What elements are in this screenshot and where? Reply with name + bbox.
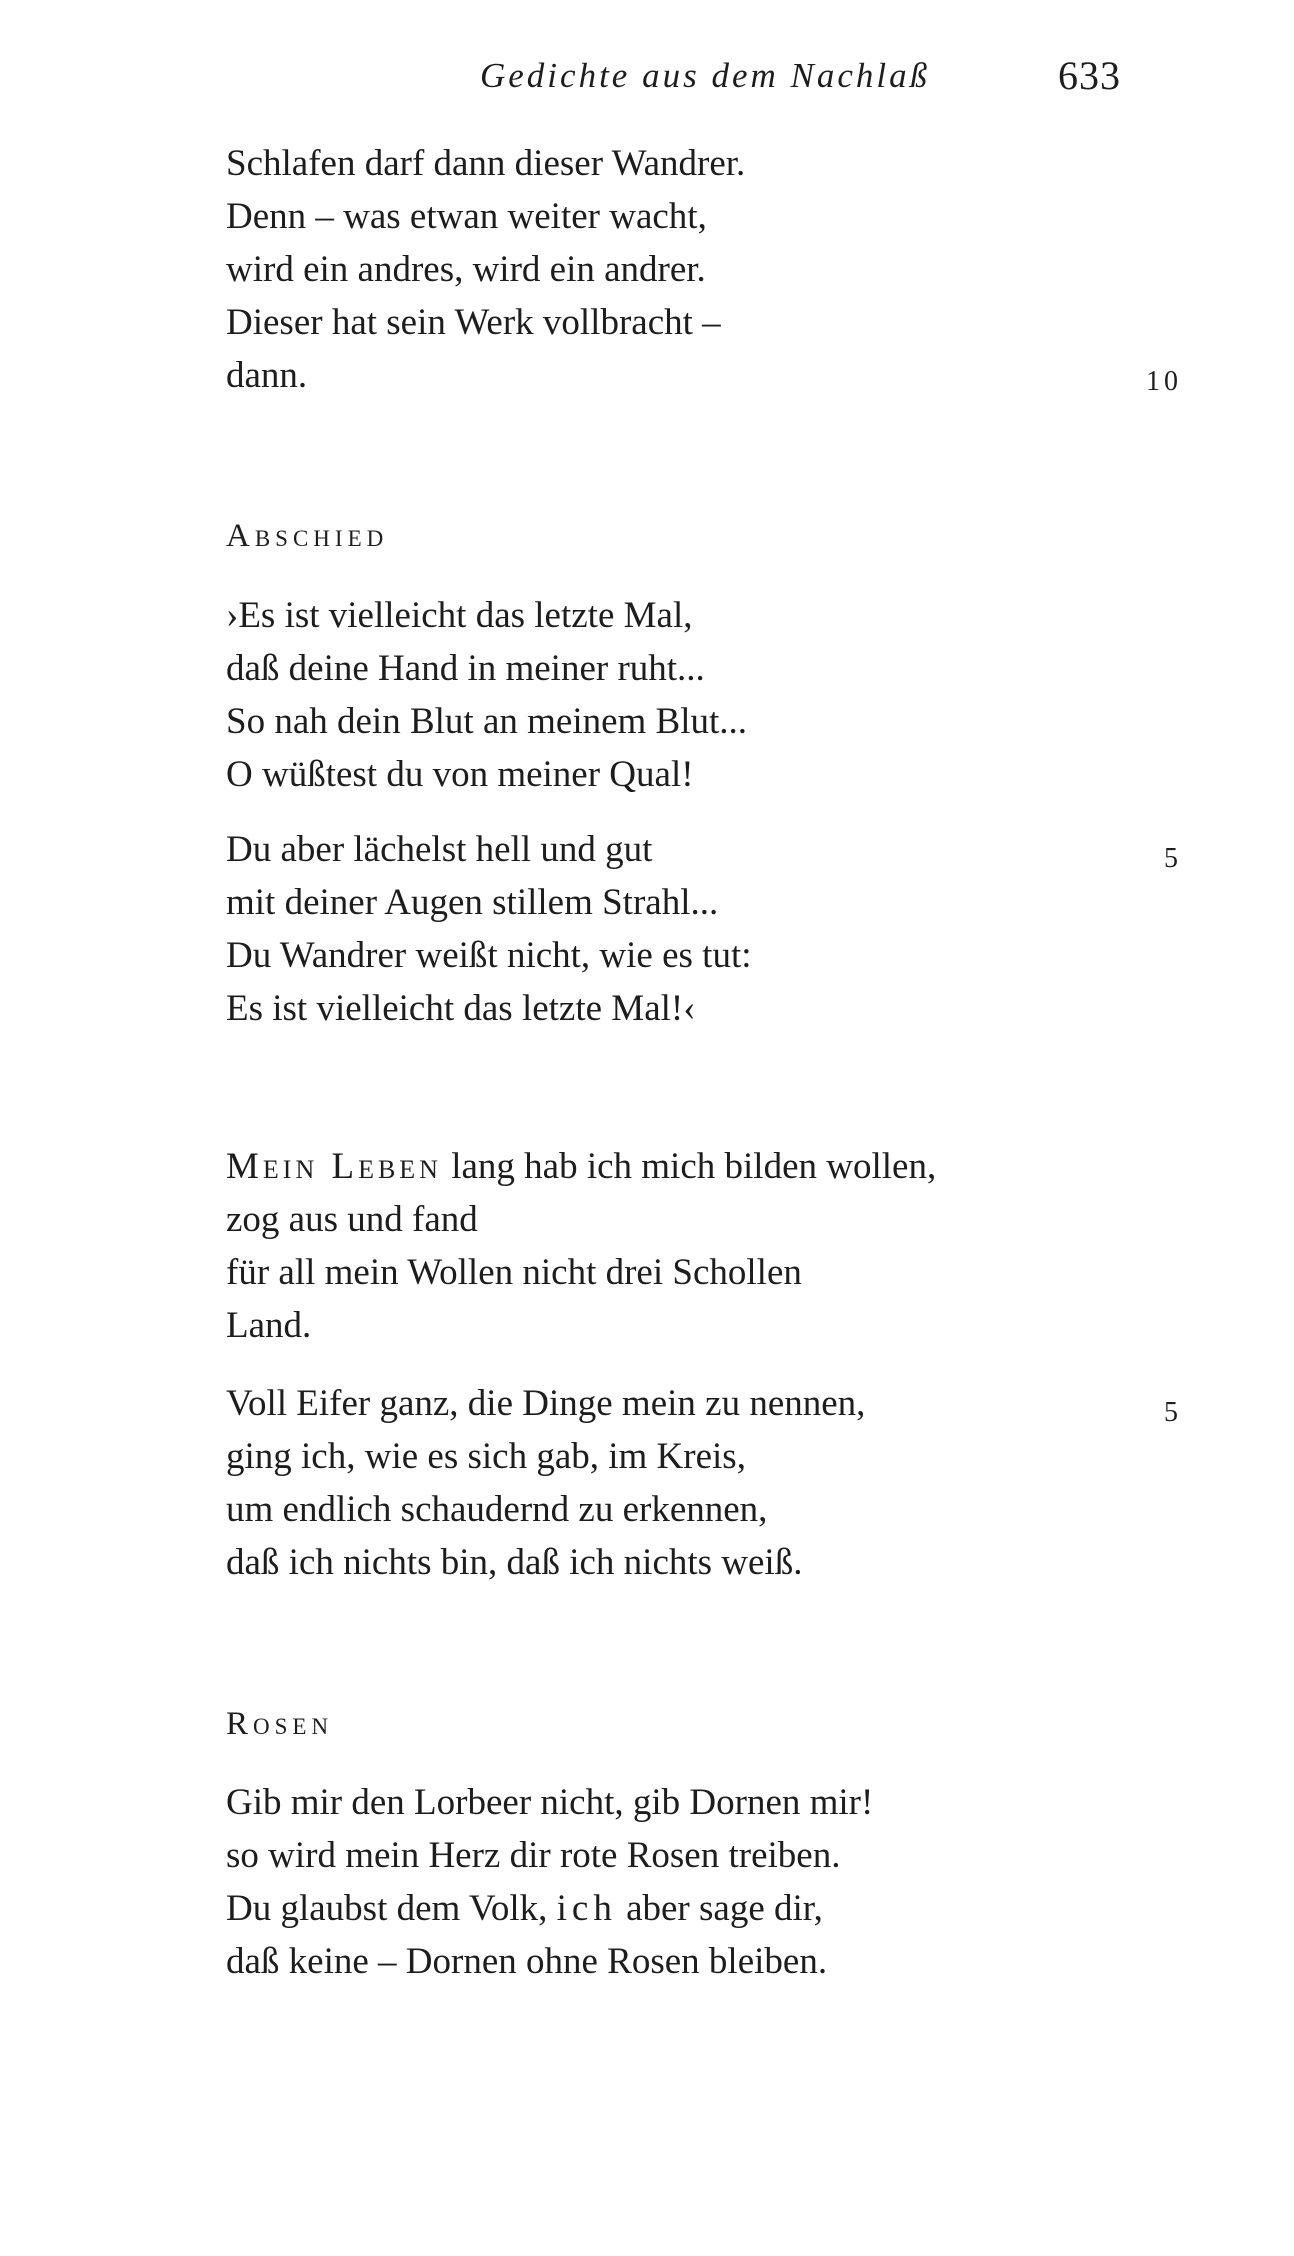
- abschied-line-7: Du Wandrer weißt nicht, wie es tut:: [226, 935, 752, 976]
- poem1-line-4: Dieser hat sein Werk vollbracht –: [226, 302, 721, 343]
- meinleben-line-8: daß ich nichts bin, daß ich nichts weiß.: [226, 1542, 803, 1583]
- rosen-line-3: [226, 1890, 823, 1927]
- meinleben-line-3: für all mein Wollen nicht drei Schollen: [226, 1252, 802, 1293]
- rosen-line-3-emphasis: ich: [556, 1888, 617, 1929]
- poem1-line-2: Denn – was etwan weiter wacht,: [226, 196, 707, 237]
- meinleben-line-1-rest: lang hab ich mich bilden wollen,: [441, 1146, 937, 1187]
- line-marker-5-meinleben: 5: [1164, 1397, 1182, 1428]
- line-marker-10: 10: [1146, 366, 1182, 397]
- meinleben-line-6: ging ich, wie es sich gab, im Kreis,: [226, 1436, 746, 1477]
- meinleben-line-5: Voll Eifer ganz, die Dinge mein zu nennen,: [226, 1383, 866, 1424]
- abschied-line-6: mit deiner Augen stillem Strahl...: [226, 882, 719, 923]
- abschied-line-3: So nah dein Blut an meinem Blut...: [226, 701, 748, 742]
- line-marker-5-abschied: 5: [1164, 843, 1182, 874]
- poem1-line-1: Schlafen darf dann dieser Wandrer.: [226, 143, 746, 184]
- meinleben-line-4: Land.: [226, 1305, 312, 1346]
- abschied-line-8: Es ist vielleicht das letzte Mal!‹: [226, 988, 696, 1029]
- poem-title-rosen: Rosen: [226, 1706, 334, 1742]
- poem-title-abschied: Abschied: [226, 518, 389, 554]
- rosen-line-4: daß keine – Dornen ohne Rosen bleiben.: [226, 1941, 828, 1982]
- meinleben-incipit: Mein Leben: [226, 1146, 442, 1187]
- meinleben-line-7: um endlich schaudernd zu erkennen,: [226, 1489, 768, 1530]
- abschied-line-1: ›Es ist vielleicht das letzte Mal,: [226, 595, 693, 636]
- meinleben-line-2: zog aus und fand: [226, 1199, 478, 1240]
- poem1-line-5: dann.: [226, 355, 308, 396]
- abschied-line-4: O wüßtest du von meiner Qual!: [226, 754, 694, 795]
- rosen-line-3-end: aber sage dir,: [616, 1888, 823, 1929]
- rosen-line-1: Gib mir den Lorbeer nicht, gib Dornen mir!: [226, 1782, 874, 1823]
- running-head: Gedichte aus dem Nachlaß: [480, 56, 931, 95]
- rosen-line-3-start: Du glaubst dem Volk,: [226, 1888, 557, 1929]
- abschied-line-2: daß deine Hand in meiner ruht...: [226, 648, 705, 689]
- meinleben-line-1: [226, 1148, 936, 1185]
- rosen-line-2: so wird mein Herz dir rote Rosen treiben.: [226, 1835, 841, 1876]
- abschied-line-5: Du aber lächelst hell und gut: [226, 829, 653, 870]
- page-number: 633: [1058, 53, 1121, 98]
- poem1-line-3: wird ein andres, wird ein andrer.: [226, 249, 706, 290]
